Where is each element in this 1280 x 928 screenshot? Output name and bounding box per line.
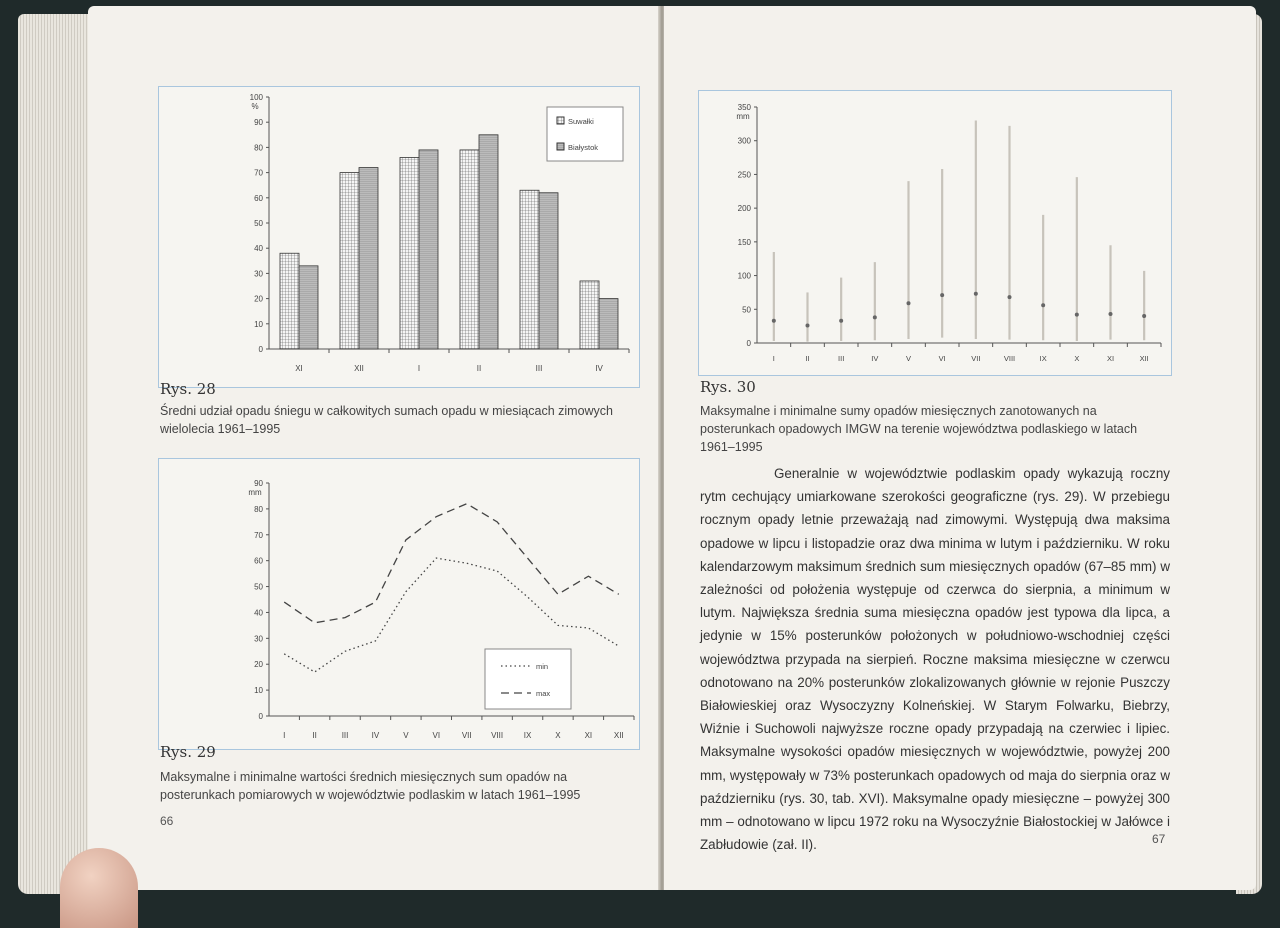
fig30-mean-point: [907, 301, 911, 305]
fig30-x-tick-label: XI: [1106, 354, 1115, 363]
fig30-y-tick-label: 350: [737, 103, 751, 112]
fig29-x-tick-label: II: [312, 731, 317, 740]
fig28-y-tick-label: 50: [254, 219, 263, 228]
fig30-y-tick-label: 200: [737, 204, 751, 214]
fig28-y-tick-label: 40: [254, 244, 263, 254]
fig29-frame: [158, 458, 640, 750]
fig28-x-tick-label: III: [535, 364, 543, 373]
fig28-y-unit: %: [251, 102, 259, 111]
fig28-y-tick-label: 70: [254, 168, 263, 178]
fig28-y-tick-label: 10: [254, 319, 263, 329]
fig30-x-tick-label: IV: [871, 354, 879, 363]
fig29-line-max: [284, 504, 619, 623]
fig30-mean-point: [974, 292, 978, 296]
fig30-caption-title: Rys. 30: [700, 378, 756, 396]
fig29-caption-title: Rys. 29: [160, 743, 216, 761]
fig30-x-tick-label: VIII: [1003, 354, 1016, 363]
fig29-caption-text: Maksymalne i minimalne wartości średnich miesięcznych sum opadów na posterunkach pomiarowych w województwie podlaskim w latach 1961–1995: [160, 770, 581, 802]
fig29-x-tick-label: VII: [461, 731, 472, 740]
fig28-legend-label: Białystok: [568, 143, 599, 152]
fig29-x-tick-label: VIII: [491, 731, 504, 740]
fig29-chart: [159, 459, 639, 749]
fig30-mean-point: [772, 319, 776, 323]
fig28-y-tick-label: 80: [254, 143, 263, 153]
fig28-caption-title: Rys. 28: [160, 380, 216, 398]
fig30-mean-point: [806, 323, 810, 327]
fig29-y-unit: mm: [248, 488, 262, 497]
fig30-y-tick-label: 250: [737, 170, 751, 180]
fig30-x-tick-label: VII: [971, 354, 981, 363]
fig29-y-tick-label: 50: [254, 582, 263, 592]
fig29-legend-label: max: [536, 689, 551, 698]
fig28-bar: [299, 266, 318, 349]
fig30-y-unit: mm: [736, 112, 750, 121]
fig29-y-tick-label: 0: [258, 712, 263, 721]
fig30-y-tick-label: 50: [742, 305, 751, 315]
fig29-y-tick-label: 70: [254, 530, 263, 540]
fig29-x-tick-label: I: [283, 731, 286, 740]
fig29-y-tick-label: 80: [254, 504, 263, 514]
fig30-y-tick-label: 150: [737, 237, 751, 247]
fig30-x-tick-label: V: [905, 354, 912, 363]
fig29-y-tick-label: 40: [254, 608, 263, 618]
fig28-y-tick-label: 20: [254, 294, 263, 304]
thumb: [60, 848, 138, 928]
fig30-mean-point: [940, 293, 944, 297]
fig30-x-tick-label: I: [772, 354, 775, 363]
fig30-x-tick-label: III: [838, 354, 845, 363]
fig28-bar: [419, 150, 438, 349]
fig28-bar: [580, 281, 599, 349]
fig29-x-tick-label: IX: [523, 731, 532, 740]
fig29-x-tick-label: V: [403, 731, 409, 740]
fig29-x-tick-label: VI: [432, 731, 441, 740]
fig30-frame: [698, 90, 1172, 376]
fig30-chart: [699, 91, 1171, 375]
fig30-x-tick-label: II: [805, 354, 810, 363]
fig30-y-tick-label: 0: [746, 339, 751, 348]
fig29-x-tick-label: XII: [613, 731, 624, 740]
fig29-x-tick-label: III: [341, 731, 349, 740]
fig28-legend-box: [547, 107, 623, 161]
fig28-legend-label: Suwałki: [568, 117, 594, 126]
fig28-bar: [340, 173, 359, 349]
fig28-frame: [158, 86, 640, 388]
fig29-x-tick-label: IV: [371, 731, 380, 740]
page-number-right: 67: [1152, 832, 1166, 846]
fig28-legend-swatch: [557, 117, 564, 124]
fig29-x-tick-label: X: [555, 731, 561, 740]
fig30-mean-point: [1109, 312, 1113, 316]
fig30-x-tick-label: IX: [1039, 354, 1047, 363]
left-page: [88, 6, 660, 890]
fig30-x-tick-label: XII: [1139, 354, 1149, 363]
fig30-x-tick-label: X: [1074, 354, 1080, 363]
fig28-bar: [280, 253, 299, 349]
fig28-bar: [400, 157, 419, 349]
page-number-left: 66: [160, 814, 174, 828]
fig29-y-tick-label: 20: [254, 660, 263, 670]
fig28-bar: [539, 193, 558, 349]
fig30-y-tick-label: 100: [737, 271, 751, 281]
fig30-mean-point: [1142, 314, 1146, 318]
fig29-legend-box: [485, 649, 571, 709]
fig29-legend-label: min: [536, 662, 549, 671]
body-paragraph: [700, 462, 1170, 856]
fig28-caption-text: Średni udział opadu śniegu w całkowitych sumach opadu w miesiącach zimowych wielolecia 1961–1995: [160, 404, 614, 436]
fig28-y-tick-label: 0: [258, 345, 263, 354]
fig28-y-tick-label: 100: [249, 93, 263, 102]
fig28-x-tick-label: I: [417, 364, 421, 373]
fig28-y-tick-label: 60: [254, 193, 263, 203]
fig28-bar: [460, 150, 479, 349]
fig28-chart: [159, 87, 639, 387]
right-page: [664, 6, 1256, 890]
fig28-bar: [520, 190, 539, 349]
fig29-y-tick-label: 10: [254, 686, 263, 696]
fig29-y-tick-label: 60: [254, 556, 263, 566]
fig28-bar: [599, 299, 618, 349]
fig30-mean-point: [1008, 295, 1012, 299]
fig28-x-tick-label: IV: [595, 364, 603, 373]
fig28-bar: [479, 135, 498, 349]
fig28-y-tick-label: 30: [254, 269, 263, 279]
fig30-mean-point: [839, 319, 843, 323]
fig28-x-tick-label: XII: [354, 364, 364, 373]
body-paragraph-text: Generalnie w województwie podlaskim opady wykazują roczny rytm cechujący umiarkowane szerokości geograficzne (rys. 29). W przebiegu rocznym opady letnie przeważają nad zimowymi. Występują dwa maksima opadowe w lipcu i listopadzie oraz dwa minima w lutym i październiku. W roku kalendarzowym maksimum średnich sum miesięcznych opadów (67–85 mm) w zależności od położenia występuje od czerwca do sierpnia, a minimum w lutym. Największa średnia suma miesięczna opadów jest typowa dla lipca, a jedynie w 15% posterunków położonych w południowo-wschodniej części województwa przypada na sierpień. Roczne maksima miesięczne w czerwcu odnotowano na 20% posterunków zlokalizowanych głównie w rejonie Puszczy Białowieskiej oraz Wysoczyzny Kolneńskiej. W Starym Folwarku, Biebrzy, Wiźnie i Suchowoli najwyższe roczne opady przypadają na czerwiec i lipiec. Maksymalne wysokości opadów miesięcznych w województwie, powyżej 200 mm, występowały w 73% posterunkach opadowych od maja do sierpnia oraz w październiku (rys. 30, tab. XVI). Maksymalne opady miesięczne – powyżej 300 mm – odnotowano w lipcu 1972 roku na Wysoczyźnie Białostockiej w Jałówce i Zabłudowie (zał. II).: [700, 466, 1170, 853]
fig30-mean-point: [1041, 303, 1045, 307]
open-book: [18, 0, 1266, 900]
fig30-caption-text: Maksymalne i minimalne sumy opadów miesięcznych zanotowanych na posterunkach opadowych IMGW na terenie województwa podlaskiego w latach 1961–1995: [700, 404, 1138, 454]
fig29-y-tick-label: 90: [254, 479, 263, 488]
fig28-y-tick-label: 90: [254, 118, 263, 128]
fig28-legend-swatch: [557, 143, 564, 150]
fig30-x-tick-label: VI: [938, 354, 946, 363]
fig30-mean-point: [873, 315, 877, 319]
fig29-y-tick-label: 30: [254, 634, 263, 644]
fig28-x-tick-label: XI: [295, 364, 303, 373]
fig28-bar: [359, 168, 378, 349]
fig30-y-tick-label: 300: [737, 136, 751, 146]
fig30-mean-point: [1075, 313, 1079, 317]
fig29-x-tick-label: XI: [584, 731, 593, 740]
fig28-x-tick-label: II: [476, 364, 482, 373]
